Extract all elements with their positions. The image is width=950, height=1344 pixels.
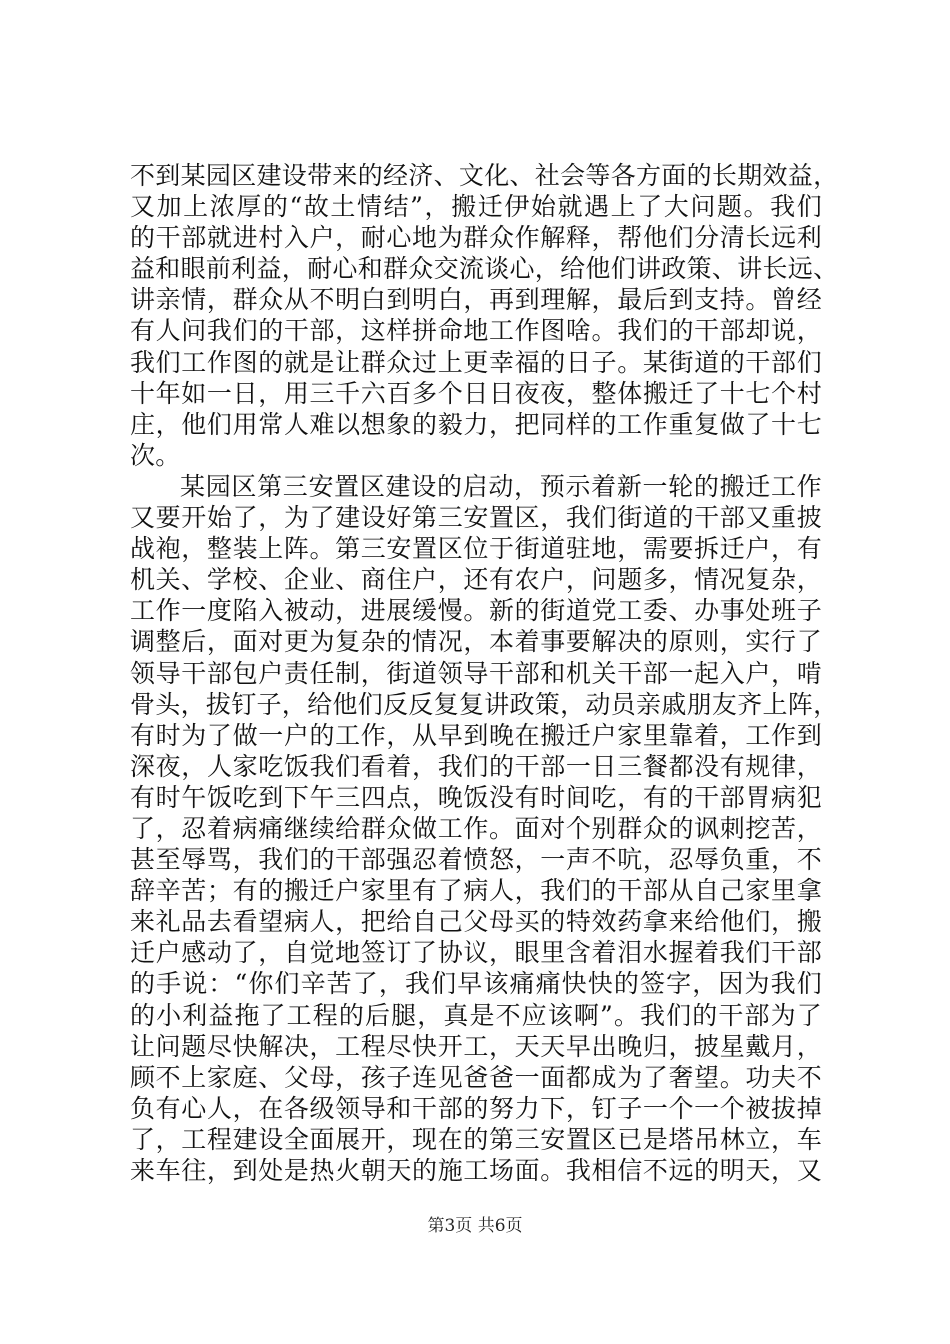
text-line: 来车往，到处是热火朝天的施工场面。我相信不远的明天，又 [130,1156,822,1185]
text-line: 我们工作图的就是让群众过上更幸福的日子。某街道的干部们 [130,347,822,377]
text-line: 某园区第三安置区建设的启动，预示着新一轮的搬迁工作 [180,471,822,501]
text-line: 不到某园区建设带来的经济、文化、社会等各方面的长期效益， [130,161,839,190]
text-line: 庄，他们用常人难以想象的毅力，把同样的工作重复做了十七 [130,409,822,439]
text-line: 来礼品去看望病人，把给自己父母买的特效药拿来给他们，搬 [130,907,822,937]
text-line: 领导干部包户责任制，街道领导干部和机关干部一起入户，啃 [130,658,822,688]
text-line: 负有心人，在各级领导和干部的努力下，钉子一个一个被拔掉 [130,1093,822,1123]
text-line: 有时为了做一户的工作，从早到晚在搬迁户家里靠着，工作到 [130,720,822,750]
text-line: 有人问我们的干部，这样拼命地工作图啥。我们的干部却说， [130,316,822,346]
document-body [130,160,839,1186]
text-line: 次。 [130,440,181,470]
text-line: 深夜，人家吃饭我们看着，我们的干部一日三餐都没有规律， [130,751,822,781]
text-line: 辞辛苦；有的搬迁户家里有了病人，我们的干部从自己家里拿 [130,876,822,906]
page-footer: 第3页 共6页 [427,1216,523,1236]
text-line: 甚至辱骂，我们的干部强忍着愤怒，一声不吭，忍辱负重，不 [130,845,822,875]
text-line: 了，工程建设全面展开，现在的第三安置区已是塔吊林立，车 [130,1124,822,1154]
text-line: 有时午饭吃到下午三四点，晚饭没有时间吃，有的干部胃病犯 [130,782,822,812]
text-line: 的干部就进村入户，耐心地为群众作解释，帮他们分清长远利 [130,223,822,253]
text-line: 顾不上家庭、父母，孩子连见爸爸一面都成为了奢望。功夫不 [130,1062,822,1092]
text-line: 战袍，整装上阵。第三安置区位于街道驻地，需要拆迁户，有 [130,534,822,564]
text-line: 的小利益拖了工程的后腿，真是不应该啊”。我们的干部为了 [130,1000,822,1030]
paragraph-1 [130,160,839,471]
text-line: 十年如一日，用三千六百多个日日夜夜，整体搬迁了十七个村 [130,378,822,408]
paragraph-2 [130,471,839,1186]
text-line: 工作一度陷入被动，进展缓慢。新的街道党工委、办事处班子 [130,596,822,626]
text-line: 益和眼前利益，耐心和群众交流谈心，给他们讲政策、讲长远、 [130,254,839,284]
text-line: 机关、学校、企业、商住户，还有农户，问题多，情况复杂， [130,565,822,595]
text-line: 迁户感动了，自觉地签订了协议，眼里含着泪水握着我们干部 [130,938,822,968]
text-line: 骨头，拔钉子，给他们反反复复讲政策，动员亲戚朋友齐上阵， [130,689,839,719]
text-line: 又加上浓厚的“故土情结”，搬迁伊始就遇上了大问题。我们 [130,192,822,222]
text-line: 讲亲情，群众从不明白到明白，再到理解，最后到支持。曾经 [130,285,822,315]
text-line: 让问题尽快解决，工程尽快开工，天天早出晚归，披星戴月， [130,1031,822,1061]
text-line: 的手说：“你们辛苦了，我们早该痛痛快快的签字，因为我们 [130,969,822,999]
text-line: 调整后，面对更为复杂的情况，本着事要解决的原则，实行了 [130,627,822,657]
text-line: 又要开始了，为了建设好第三安置区，我们街道的干部又重披 [130,503,822,533]
text-line: 了，忍着病痛继续给群众做工作。面对个别群众的讽刺挖苦， [130,813,822,843]
